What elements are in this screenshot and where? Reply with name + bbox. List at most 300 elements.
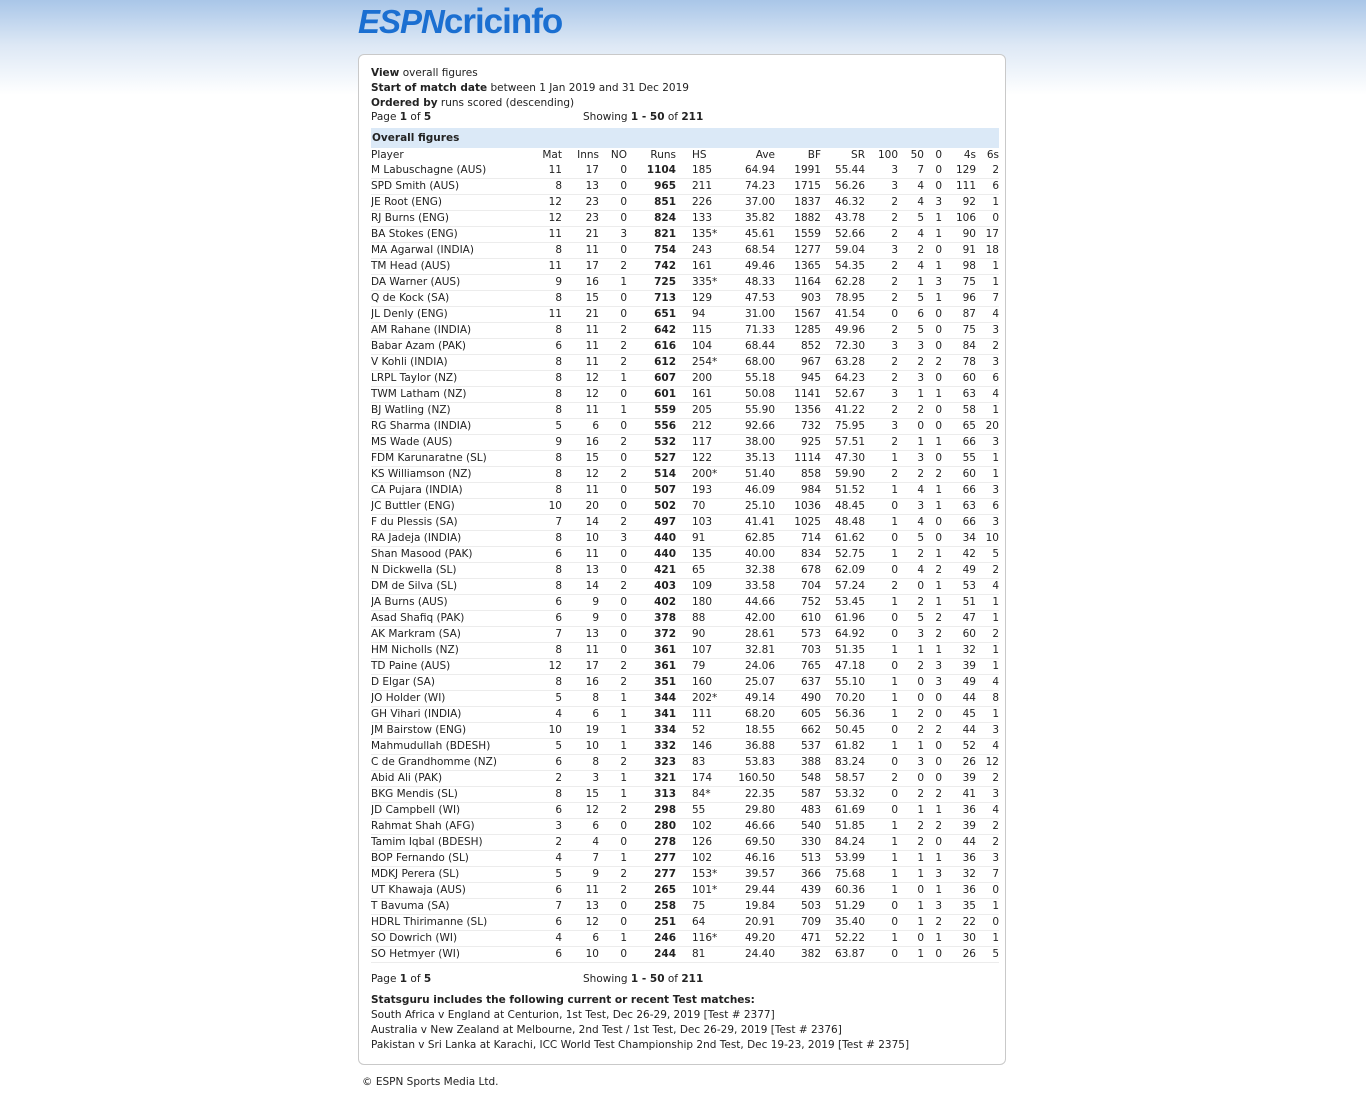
cell-player[interactable]: JL Denly (ENG) (371, 307, 523, 323)
cell-fours: 90 (942, 227, 976, 243)
cell-hs: 174 (676, 771, 737, 787)
cell-player[interactable]: AK Markram (SA) (371, 627, 523, 643)
cell-sr: 56.36 (821, 707, 865, 723)
cell-player[interactable]: LRPL Taylor (NZ) (371, 371, 523, 387)
cell-player[interactable]: RA Jadeja (INDIA) (371, 531, 523, 547)
cell-no: 0 (599, 483, 627, 499)
cell-sr: 78.95 (821, 291, 865, 307)
cell-sr: 61.82 (821, 739, 865, 755)
cell-player[interactable]: JM Bairstow (ENG) (371, 723, 523, 739)
cell-fifties: 2 (898, 787, 924, 803)
table-row (371, 643, 999, 659)
page-total[interactable]: 5 (423, 111, 432, 123)
cell-sr: 62.28 (821, 275, 865, 291)
cell-ducks: 0 (924, 323, 942, 339)
cell-no: 2 (599, 259, 627, 275)
cell-player[interactable]: Abid Ali (PAK) (371, 771, 523, 787)
cell-runs: 821 (627, 227, 676, 243)
cell-hs: 135 (676, 547, 737, 563)
cell-no: 2 (599, 339, 627, 355)
cell-player[interactable]: Mahmudullah (BDESH) (371, 739, 523, 755)
cell-player[interactable]: JD Campbell (WI) (371, 803, 523, 819)
cell-player[interactable]: JE Root (ENG) (371, 195, 523, 211)
cell-ducks: 0 (924, 739, 942, 755)
cell-player[interactable]: M Labuschagne (AUS) (371, 163, 523, 179)
cell-player[interactable]: N Dickwella (SL) (371, 563, 523, 579)
cell-ave: 47.53 (737, 291, 775, 307)
cell-mat: 8 (523, 643, 562, 659)
cell-ducks: 0 (924, 243, 942, 259)
cell-ducks: 0 (924, 835, 942, 851)
cell-fours: 87 (942, 307, 976, 323)
cell-ducks: 2 (924, 611, 942, 627)
cell-sr: 75.68 (821, 867, 865, 883)
cell-sixes: 2 (976, 339, 999, 355)
cell-player[interactable]: BOP Fernando (SL) (371, 851, 523, 867)
cell-player[interactable]: BKG Mendis (SL) (371, 787, 523, 803)
cell-player[interactable]: Shan Masood (PAK) (371, 547, 523, 563)
cell-fifties: 5 (898, 531, 924, 547)
cell-runs: 725 (627, 275, 676, 291)
cell-fifties: 5 (898, 291, 924, 307)
cell-ave: 44.66 (737, 595, 775, 611)
cell-inns: 9 (562, 867, 599, 883)
cell-ave: 36.88 (737, 739, 775, 755)
cell-ducks: 1 (924, 227, 942, 243)
cell-hundreds: 1 (865, 851, 898, 867)
cell-player[interactable]: GH Vihari (INDIA) (371, 707, 523, 723)
cell-bf: 765 (775, 659, 821, 675)
cell-sr: 56.26 (821, 179, 865, 195)
cell-no: 1 (599, 931, 627, 947)
cell-player[interactable]: UT Khawaja (AUS) (371, 883, 523, 899)
cell-hundreds: 1 (865, 547, 898, 563)
cell-player[interactable]: MS Wade (AUS) (371, 435, 523, 451)
cell-runs: 298 (627, 803, 676, 819)
cell-player[interactable]: HDRL Thirimanne (SL) (371, 915, 523, 931)
page-of: of (410, 111, 421, 123)
cell-bf: 1141 (775, 387, 821, 403)
cell-inns: 16 (562, 435, 599, 451)
cell-bf: 732 (775, 419, 821, 435)
cell-fours: 47 (942, 611, 976, 627)
cell-no: 1 (599, 403, 627, 419)
cell-sr: 53.99 (821, 851, 865, 867)
cell-sr: 51.52 (821, 483, 865, 499)
cell-ave: 49.46 (737, 259, 775, 275)
cell-player[interactable]: SPD Smith (AUS) (371, 179, 523, 195)
cell-fours: 41 (942, 787, 976, 803)
table-row (371, 275, 999, 291)
cell-runs: 341 (627, 707, 676, 723)
cell-no: 1 (599, 787, 627, 803)
cell-ducks: 0 (924, 947, 942, 963)
cell-inns: 13 (562, 563, 599, 579)
cell-inns: 15 (562, 451, 599, 467)
cell-hs: 64 (676, 915, 737, 931)
cell-sr: 53.45 (821, 595, 865, 611)
cell-fours: 44 (942, 723, 976, 739)
table-row (371, 227, 999, 243)
cell-bf: 678 (775, 563, 821, 579)
cell-player[interactable]: TM Head (AUS) (371, 259, 523, 275)
cell-hundreds: 0 (865, 755, 898, 771)
cell-ducks: 1 (924, 883, 942, 899)
showing-total: 211 (681, 111, 704, 123)
cell-player[interactable]: RJ Burns (ENG) (371, 211, 523, 227)
cell-sixes: 2 (976, 163, 999, 179)
cell-player[interactable]: CA Pujara (INDIA) (371, 483, 523, 499)
cell-player[interactable]: RG Sharma (INDIA) (371, 419, 523, 435)
cell-ducks: 0 (924, 755, 942, 771)
cell-sr: 59.90 (821, 467, 865, 483)
batting-stats-table (371, 148, 999, 963)
cell-ave: 28.61 (737, 627, 775, 643)
table-row (371, 707, 999, 723)
cell-player[interactable]: SO Hetmyer (WI) (371, 947, 523, 963)
cell-no: 0 (599, 915, 627, 931)
cell-runs: 651 (627, 307, 676, 323)
cell-inns: 12 (562, 803, 599, 819)
cell-player[interactable]: KS Williamson (NZ) (371, 467, 523, 483)
cell-fifties: 2 (898, 403, 924, 419)
cell-mat: 8 (523, 467, 562, 483)
cell-bf: 1567 (775, 307, 821, 323)
cell-hundreds: 1 (865, 515, 898, 531)
ordered-by-label: Ordered by (371, 97, 438, 109)
table-row (371, 531, 999, 547)
cell-hs: 90 (676, 627, 737, 643)
table-row (371, 611, 999, 627)
cell-sixes: 3 (976, 851, 999, 867)
cell-bf: 483 (775, 803, 821, 819)
table-row (371, 419, 999, 435)
cell-ave: 46.66 (737, 819, 775, 835)
cell-inns: 16 (562, 275, 599, 291)
cell-fifties: 2 (898, 659, 924, 675)
cell-inns: 21 (562, 307, 599, 323)
cell-inns: 11 (562, 883, 599, 899)
cell-ave: 32.81 (737, 643, 775, 659)
note-item: Pakistan v Sri Lanka at Karachi, ICC World Test Championship 2nd Test, Dec 19-23, 2019 [Test # 2375] (371, 1039, 910, 1051)
cell-no: 2 (599, 883, 627, 899)
cell-mat: 11 (523, 307, 562, 323)
note-item: Australia v New Zealand at Melbourne, 2nd Test / 1st Test, Dec 26-29, 2019 [Test # 2376] (371, 1024, 842, 1036)
cell-no: 3 (599, 531, 627, 547)
cell-fours: 42 (942, 547, 976, 563)
cell-no: 0 (599, 627, 627, 643)
cell-fifties: 2 (898, 595, 924, 611)
cell-ducks: 2 (924, 467, 942, 483)
cell-bf: 709 (775, 915, 821, 931)
cell-mat: 11 (523, 163, 562, 179)
cell-bf: 366 (775, 867, 821, 883)
cell-hundreds: 0 (865, 611, 898, 627)
table-row (371, 835, 999, 851)
cell-inns: 12 (562, 371, 599, 387)
cell-hs: 109 (676, 579, 737, 595)
cell-sixes: 2 (976, 835, 999, 851)
cell-bf: 587 (775, 787, 821, 803)
cell-hundreds: 0 (865, 307, 898, 323)
cell-hundreds: 1 (865, 595, 898, 611)
cell-inns: 12 (562, 467, 599, 483)
cell-player[interactable]: AM Rahane (INDIA) (371, 323, 523, 339)
cell-player[interactable]: HM Nicholls (NZ) (371, 643, 523, 659)
cell-ducks: 1 (924, 435, 942, 451)
col-header-hs: HS (692, 149, 707, 161)
cell-fifties: 5 (898, 211, 924, 227)
cell-runs: 527 (627, 451, 676, 467)
cell-sr: 72.30 (821, 339, 865, 355)
cell-bf: 858 (775, 467, 821, 483)
cell-sixes: 5 (976, 547, 999, 563)
cell-player[interactable]: F du Plessis (SA) (371, 515, 523, 531)
cell-bf: 925 (775, 435, 821, 451)
table-row (371, 499, 999, 515)
cell-ducks: 0 (924, 531, 942, 547)
cell-fifties: 1 (898, 387, 924, 403)
cell-mat: 8 (523, 675, 562, 691)
cell-hundreds: 2 (865, 355, 898, 371)
cell-inns: 7 (562, 851, 599, 867)
cell-player[interactable]: T Bavuma (SA) (371, 899, 523, 915)
cell-no: 0 (599, 611, 627, 627)
view-label: View (371, 67, 400, 79)
cell-runs: 378 (627, 611, 676, 627)
cell-player[interactable]: JO Holder (WI) (371, 691, 523, 707)
table-row (371, 259, 999, 275)
cell-inns: 14 (562, 515, 599, 531)
cell-inns: 8 (562, 691, 599, 707)
cell-fifties: 0 (898, 579, 924, 595)
cell-hundreds: 1 (865, 707, 898, 723)
cell-bf: 503 (775, 899, 821, 915)
cell-hundreds: 1 (865, 835, 898, 851)
cell-inns: 11 (562, 339, 599, 355)
cell-ave: 22.35 (737, 787, 775, 803)
cell-ave: 35.82 (737, 211, 775, 227)
cell-ducks: 1 (924, 595, 942, 611)
cell-player[interactable]: JA Burns (AUS) (371, 595, 523, 611)
cell-fifties: 5 (898, 323, 924, 339)
cell-ave: 55.90 (737, 403, 775, 419)
cell-mat: 8 (523, 531, 562, 547)
cell-ducks: 3 (924, 867, 942, 883)
table-row (371, 819, 999, 835)
cell-fifties: 2 (898, 243, 924, 259)
table-row (371, 899, 999, 915)
cell-no: 0 (599, 243, 627, 259)
cell-player[interactable]: V Kohli (INDIA) (371, 355, 523, 371)
cell-inns: 11 (562, 243, 599, 259)
cell-player[interactable]: Tamim Iqbal (BDESH) (371, 835, 523, 851)
cell-fifties: 0 (898, 419, 924, 435)
cell-sixes: 4 (976, 387, 999, 403)
cell-hs: 126 (676, 835, 737, 851)
cell-inns: 14 (562, 579, 599, 595)
cell-hs: 84* (676, 787, 737, 803)
cell-ducks: 0 (924, 339, 942, 355)
cell-runs: 559 (627, 403, 676, 419)
cell-player[interactable]: TWM Latham (NZ) (371, 387, 523, 403)
cell-bf: 471 (775, 931, 821, 947)
cell-inns: 13 (562, 179, 599, 195)
cell-player[interactable]: BJ Watling (NZ) (371, 403, 523, 419)
cell-player[interactable]: Asad Shafiq (PAK) (371, 611, 523, 627)
cell-bf: 1036 (775, 499, 821, 515)
cell-hs: 116* (676, 931, 737, 947)
table-row (371, 627, 999, 643)
cell-fours: 78 (942, 355, 976, 371)
site-header (358, 2, 562, 42)
cell-fifties: 1 (898, 739, 924, 755)
table-row (371, 371, 999, 387)
cell-bf: 1277 (775, 243, 821, 259)
cell-sixes: 2 (976, 819, 999, 835)
cell-hundreds: 2 (865, 259, 898, 275)
view-value[interactable]: overall figures (402, 67, 478, 79)
page-total-bottom[interactable]: 5 (423, 973, 432, 985)
cell-player[interactable]: JC Buttler (ENG) (371, 499, 523, 515)
cell-hs: 70 (676, 499, 737, 515)
cell-mat: 5 (523, 691, 562, 707)
cell-fifties: 0 (898, 771, 924, 787)
cell-sr: 60.36 (821, 883, 865, 899)
cell-hs: 94 (676, 307, 737, 323)
cell-ave: 25.07 (737, 675, 775, 691)
cell-player[interactable]: MA Agarwal (INDIA) (371, 243, 523, 259)
cell-player[interactable]: D Elgar (SA) (371, 675, 523, 691)
cell-hs: 180 (676, 595, 737, 611)
cell-ducks: 0 (924, 371, 942, 387)
cell-sixes: 3 (976, 323, 999, 339)
cell-player[interactable]: BA Stokes (ENG) (371, 227, 523, 243)
cell-fifties: 3 (898, 451, 924, 467)
cell-fifties: 4 (898, 179, 924, 195)
cell-hs: 200* (676, 467, 737, 483)
cell-player[interactable]: SO Dowrich (WI) (371, 931, 523, 947)
cell-runs: 278 (627, 835, 676, 851)
cell-fours: 66 (942, 515, 976, 531)
cell-runs: 361 (627, 659, 676, 675)
cell-bf: 1365 (775, 259, 821, 275)
cell-bf: 984 (775, 483, 821, 499)
cell-inns: 21 (562, 227, 599, 243)
cell-sr: 47.30 (821, 451, 865, 467)
cell-inns: 6 (562, 931, 599, 947)
cell-sr: 35.40 (821, 915, 865, 931)
cell-no: 0 (599, 211, 627, 227)
cell-runs: 421 (627, 563, 676, 579)
table-row (371, 691, 999, 707)
cell-bf: 714 (775, 531, 821, 547)
cell-fifties: 1 (898, 915, 924, 931)
start-date-value: between 1 Jan 2019 and 31 Dec 2019 (490, 82, 689, 94)
cell-hundreds: 1 (865, 643, 898, 659)
cell-hundreds: 2 (865, 195, 898, 211)
cell-ducks: 3 (924, 675, 942, 691)
cell-ducks: 1 (924, 291, 942, 307)
notes-heading: Statsguru includes the following current or recent Test matches: (371, 994, 755, 1006)
cell-fours: 45 (942, 707, 976, 723)
cell-fours: 36 (942, 803, 976, 819)
cell-hs: 200 (676, 371, 737, 387)
cell-player[interactable]: Rahmat Shah (AFG) (371, 819, 523, 835)
cell-hs: 211 (676, 179, 737, 195)
cell-ave: 24.40 (737, 947, 775, 963)
cell-runs: 334 (627, 723, 676, 739)
cell-sixes: 1 (976, 643, 999, 659)
cell-inns: 6 (562, 819, 599, 835)
cell-inns: 15 (562, 787, 599, 803)
cell-ave: 49.14 (737, 691, 775, 707)
ordered-by-value: runs scored (descending) (440, 97, 575, 109)
table-row (371, 595, 999, 611)
cell-sixes: 1 (976, 467, 999, 483)
table-row (371, 307, 999, 323)
cell-mat: 2 (523, 771, 562, 787)
cell-sixes: 20 (976, 419, 999, 435)
cell-player[interactable]: C de Grandhomme (NZ) (371, 755, 523, 771)
cell-hs: 91 (676, 531, 737, 547)
cell-mat: 5 (523, 419, 562, 435)
cell-hundreds: 1 (865, 819, 898, 835)
cell-hundreds: 2 (865, 467, 898, 483)
cell-sr: 57.51 (821, 435, 865, 451)
cell-player[interactable]: Babar Azam (PAK) (371, 339, 523, 355)
cell-inns: 17 (562, 259, 599, 275)
cell-fifties: 2 (898, 467, 924, 483)
col-header-sr: SR (851, 149, 865, 161)
cell-hs: 102 (676, 819, 737, 835)
cell-hs: 135* (676, 227, 737, 243)
cell-ducks: 1 (924, 499, 942, 515)
cell-hs: 88 (676, 611, 737, 627)
cell-player[interactable]: DM de Silva (SL) (371, 579, 523, 595)
cell-runs: 824 (627, 211, 676, 227)
cell-player[interactable]: FDM Karunaratne (SL) (371, 451, 523, 467)
cell-ave: 39.57 (737, 867, 775, 883)
col-header-mat: Mat (542, 149, 562, 161)
recent-matches-notes (371, 993, 999, 1053)
cell-runs: 251 (627, 915, 676, 931)
cell-sr: 41.54 (821, 307, 865, 323)
cell-inns: 11 (562, 323, 599, 339)
cell-hundreds: 3 (865, 163, 898, 179)
cell-player[interactable]: TD Paine (AUS) (371, 659, 523, 675)
cell-hundreds: 3 (865, 339, 898, 355)
cell-player[interactable]: DA Warner (AUS) (371, 275, 523, 291)
cell-inns: 9 (562, 611, 599, 627)
cell-hundreds: 0 (865, 787, 898, 803)
cell-runs: 344 (627, 691, 676, 707)
cell-mat: 9 (523, 275, 562, 291)
espncricinfo-logo[interactable] (358, 2, 562, 49)
cell-hs: 102 (676, 851, 737, 867)
cell-ducks: 2 (924, 723, 942, 739)
cell-player[interactable]: Q de Kock (SA) (371, 291, 523, 307)
cell-fifties: 3 (898, 371, 924, 387)
cell-runs: 402 (627, 595, 676, 611)
cell-sr: 53.32 (821, 787, 865, 803)
cell-sixes: 6 (976, 179, 999, 195)
cell-mat: 8 (523, 579, 562, 595)
cell-no: 0 (599, 563, 627, 579)
cell-player[interactable]: MDKJ Perera (SL) (371, 867, 523, 883)
cell-mat: 5 (523, 867, 562, 883)
cell-fours: 63 (942, 499, 976, 515)
